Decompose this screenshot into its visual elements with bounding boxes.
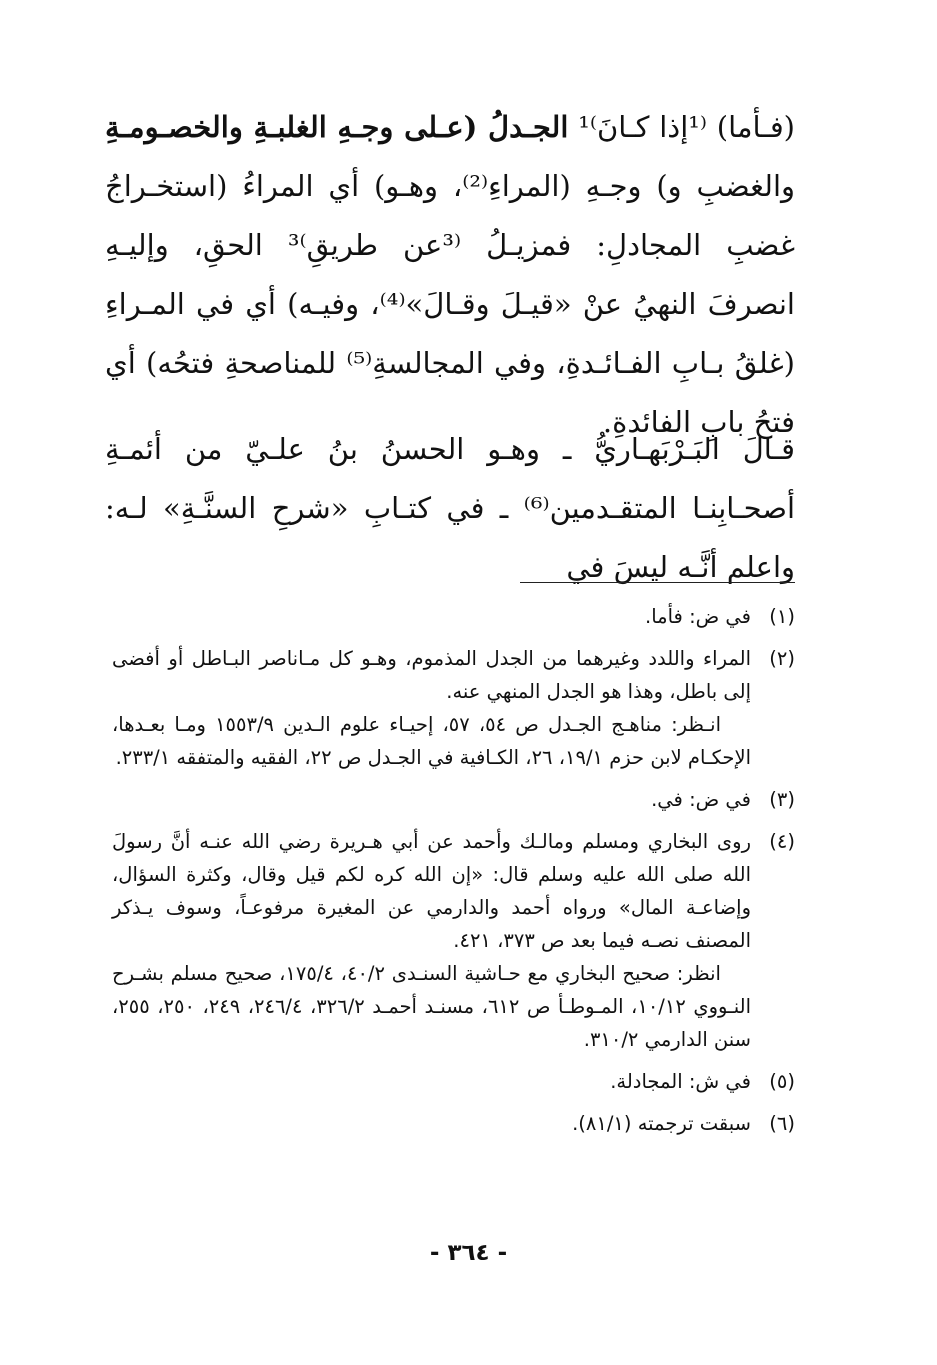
- footnote-number: (٣): [769, 788, 795, 811]
- footnote-number: (١): [769, 605, 795, 628]
- footnote-body: [112, 1065, 751, 1098]
- footnote-text: روى البخاري ومسلم ومالـك وأحمد عن أبي هـريرة رضي الله عنـه أنَّ رسولَ الله صلى الله عليه وسلم قال: «إن الله كره لكم قيل وقال، وكثرة السؤال، وإضاعـة المال» ورواه أحمد والدارمي عن المغيرة مرفوعـاً، وسوف يـذكر المصنف نصـه فيما بعد ص ٣٧٣، ٤٢١.: [112, 830, 751, 952]
- footnote-text: انـظر: مناهـج الجـدل ص ٥٤، ٥٧، إحيـاء علوم الـدين ١٥٥٣/٩ ومـا بعـدها، الإحكـام لابن حزم ١٩/١، ٢٦، الكـافية في الجـدل ص ٢٢، الفقيه والمتفقه ٢٣٣/١.: [112, 713, 751, 769]
- footnote-6: [112, 1107, 795, 1140]
- footnote-number: (٦): [769, 1112, 795, 1135]
- footnote-text: في ض: فأما.: [645, 605, 751, 628]
- footnote-text: سبقت ترجمته (٨١/١).: [572, 1112, 751, 1135]
- para1-rest: والغضبِ و) وجـهِ (المراءِ⁽²⁾، وهـو) أي المراءُ (استخـراجُ غضبِ المجادلِ: فمزيـلُ ⁽³عن طريقِ⁾³ الحقِ، وإليـهِ انصرفَ النهيُ عنْ «قيـلَ وقـالَ»⁽⁴⁾، وفيـه) أي في المـراءِ (غلقُ بـابِ الفـائـدةِ، وفي المجالسةِ⁽⁵⁾ للمناصحةِ فتحُه) أي فتحُ بابِ الفائدةِ.: [105, 169, 796, 439]
- footnote-2: [112, 642, 795, 774]
- footnote-body: [112, 1107, 751, 1140]
- footnote-body: [112, 642, 751, 774]
- para1-bold-phrase: الجـدلُ (عـلى وجـهِ الغلبـةِ والخصـومـةِ: [105, 110, 569, 144]
- footnote-text: في ض: في.: [651, 788, 751, 811]
- footnote-text: انظر: صحيح البخاري مع حـاشية السنـدى ٤٠/٢، ١٧٥/٤، صحيح مسلم بشـرح النـووي ١٠/١٢، المـوطـأ ص ٦١٢، مسنـد أحمـد ٣٢٦/٢، ٢٤٦/٤، ٢٤٩، ٢٥٠، ٢٥٥، سنن الدارمي ٣١٠/٢.: [112, 962, 752, 1051]
- footnote-1: [112, 600, 795, 633]
- footnote-5: [112, 1065, 795, 1098]
- main-paragraph-1: [105, 98, 795, 452]
- footnotes: [112, 600, 795, 1149]
- footnote-number: (٢): [769, 647, 795, 670]
- footnote-body: [112, 783, 751, 816]
- main-paragraph-2: [105, 420, 795, 597]
- page-number: - ٣٦٤ -: [429, 1240, 508, 1266]
- footnote-number: (٥): [769, 1070, 795, 1093]
- footnote-separator: [520, 582, 795, 583]
- para2-text: قـالَ البَـرْبَهـاريُّ ـ وهـو الحسنُ بنُ علـيّ من أئمـةِ أصحـابِنـا المتقـدمين⁽⁶⁾ ـ في كتـابِ «شرحِ السنَّـةِ» لـه: واعلم أنَّـه ليسَ في: [105, 432, 795, 584]
- footnote-3: [112, 783, 795, 816]
- footnote-text: في ش: المجادلة.: [610, 1070, 751, 1093]
- footnote-text: المراء واللدد وغيرهما من الجدل المذموم، وهـو كل مـاناصر البـاطل أو أفضى إلى باطل، وهذا هو الجدل المنهي عنه.: [112, 647, 751, 703]
- footnote-body: [112, 600, 751, 633]
- footnote-body: [112, 825, 751, 1056]
- footnote-number: (٤): [769, 830, 795, 853]
- footnote-4: [112, 825, 795, 1056]
- para1-lead: (فـأما) ⁽¹إذا كـانَ⁾¹: [568, 110, 795, 144]
